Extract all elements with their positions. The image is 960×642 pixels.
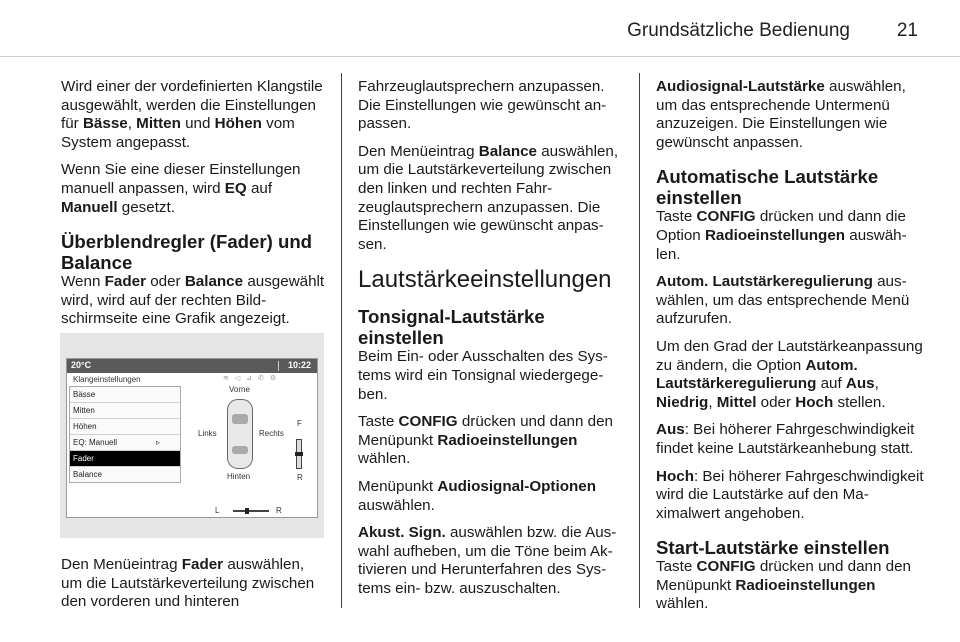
temperature: 20°C [71,360,92,370]
column-1-bottom [61,556,329,621]
paragraph: Autom. Lautstärkeregulierung auswählen, um das entsprechende Menü aufzurufen. [656,273,910,328]
balance-slider[interactable] [233,510,269,512]
infotainment-screenshot [60,333,324,538]
balance-label-left: L [215,506,220,515]
section-heading: Überblendregler (Fader) und Balance [61,231,313,274]
paragraph: Taste CONFIG drücken und dann die Option Radioeinstellungen auswählen. [656,208,907,263]
status-icons [223,374,278,382]
paragraph: Wenn Fader oder Balance ausgewählt wird, wird auf der rechten Bildschirmseite eine Grafik angezeigt. [61,273,325,328]
section-heading: Start-Lautstärke einstellen [656,537,890,559]
wifi-icon: ≋ [223,375,231,382]
menu-item-eq[interactable] [70,435,180,451]
status-bar [67,359,317,373]
section-heading: Tonsignal-Lautstärke einstellen [358,306,545,349]
column-divider-1 [341,73,342,608]
paragraph: Wenn Sie eine dieser Einstellungen manuell anpassen, wird EQ auf Manuell gesetzt. [61,161,301,216]
page-header-title: Grundsätzliche Bedienung [627,20,850,41]
paragraph: Audiosignal-Lautstärke auswählen, um das entsprechende Untermenü anzuzeigen. Die Einstellungen wie gewünscht anpassen. [656,78,906,151]
menu-item-hoehen[interactable]: Höhen [70,419,180,435]
paragraph: Fahrzeuglautsprechern anzupassen. Die Einstellungen wie gewünscht anpassen. [358,78,607,133]
label-rear: Hinten [227,472,251,481]
column-divider-2 [639,73,640,608]
chevron-right-icon: ▹ [155,438,160,447]
paragraph: Den Menüeintrag Balance auswählen, um die Lautstärkeverteilung zwischen den linken und rechten Fahrzeuglautsprechern anzupassen. Die Einstellungen wie gewünscht anpassen. [358,142,619,253]
paragraph: Wird einer der vordefinierten Klangstile ausgewählt, werden die Einstellungen für Bässe, Mitten und Höhen vom System angepasst. [61,78,323,151]
fader-handle[interactable] [295,452,303,456]
paragraph: Taste CONFIG drücken und dann den Menüpunkt Radioeinstellungen wählen. [656,558,911,613]
paragraph: Aus: Bei höherer Fahrgeschwindigkeit findet keine Lautstärkeanhebung statt. [656,421,915,457]
paragraph: Hoch: Bei höherer Fahrgeschwindigkeit wird die Lautstärke auf den Maximalwert angehoben. [656,467,924,522]
signal-icon: ⊿ [246,375,255,382]
label-left: Links [198,429,217,438]
sound-settings-menu [69,386,181,483]
fader-balance-graphic [185,383,317,517]
paragraph: Taste CONFIG drücken und dann den Menüpunkt Radioeinstellungen wählen. [358,413,613,468]
car-rear-window [232,446,248,454]
menu-item-mitten[interactable]: Mitten [70,403,180,419]
label-front: Vorne [229,385,250,394]
balance-handle[interactable] [245,508,249,514]
header-divider [0,56,960,57]
car-windshield [232,414,248,424]
menu-item-balance[interactable]: Balance [73,470,102,479]
column-2 [358,78,626,607]
section-heading: Automatische Lautstärke einstellen [656,166,879,209]
menu-item-baesse[interactable]: Bässe [70,387,180,403]
chapter-heading: Lautstärkeeinstellungen [358,266,612,294]
car-icon [227,399,253,469]
paragraph: Menüpunkt Audiosignal-Optionen auswählen. [358,477,596,514]
settings-icon: ⚙ [269,375,279,382]
paragraph: Um den Grad der Lautstärkeanpassung zu ändern, die Option Autom. Lautstärkeregulierung auf Aus, Niedrig, Mittel oder Hoch stellen. [656,337,923,411]
fader-label-front: F [297,419,302,428]
paragraph: Den Menüeintrag Fader auswählen, um die Lautstärkeverteilung zwischen den vorderen und hinteren [61,556,315,611]
page-number: 21 [896,20,918,41]
paragraph: Beim Ein- oder Ausschalten des Systems wird ein Tonsignal wiedergegeben. [358,348,608,403]
phone-icon: ✆ [258,375,266,382]
clock: 10:22 [287,360,311,370]
label-right: Rechts [259,429,284,438]
screen-title: Klangeinstellungen [73,375,141,384]
balance-label-right: R [276,506,282,515]
fader-label-rear: R [297,473,303,482]
paragraph: Akust. Sign. auswählen bzw. die Auswahl aufheben, um die Töne beim Aktivieren und Herunterfahren des Systems ein- bzw. auszuschalten. [358,524,617,597]
column-3 [656,78,924,623]
menu-item-label: EQ: Manuell [73,438,118,447]
column-1 [61,78,329,338]
display-screen [66,358,318,518]
menu-item-fader[interactable]: Fader [70,451,180,467]
status-separator [278,361,279,371]
mute-icon: ◁ [234,375,243,382]
